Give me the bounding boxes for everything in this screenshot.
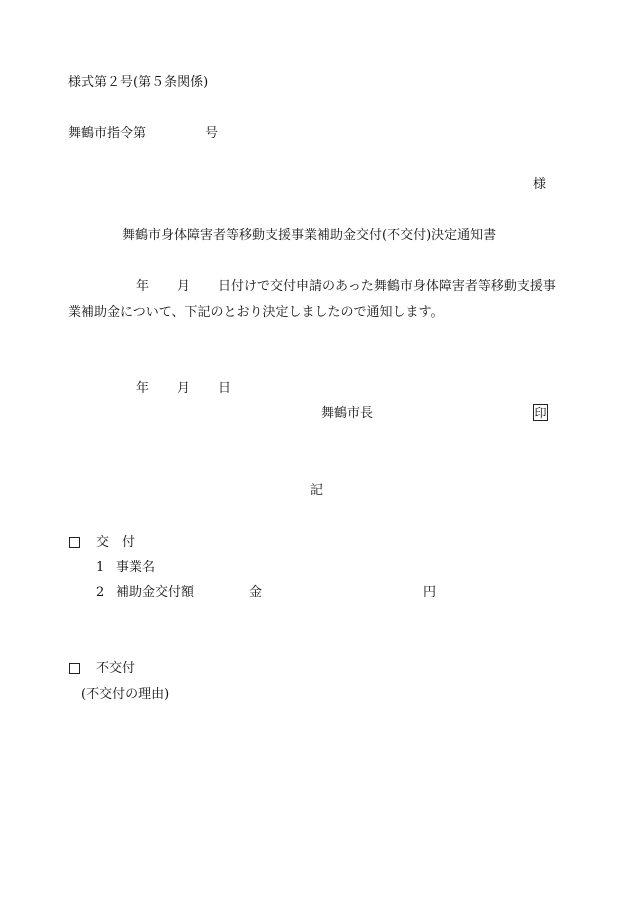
item2-number: 2 <box>96 585 105 600</box>
reference-suffix: 号 <box>205 126 219 141</box>
ki-heading: 記 <box>310 483 324 498</box>
grant-checkbox[interactable] <box>69 537 80 548</box>
date-month: 月 <box>177 381 191 396</box>
item1-label: 事業名 <box>116 560 156 575</box>
form-number: 様式第２号(第５条関係) <box>68 75 209 90</box>
date-year: 年 <box>136 381 150 396</box>
body-year: 年 <box>136 279 150 294</box>
addressee-suffix: 様 <box>533 177 547 192</box>
body-month: 月 <box>177 279 191 294</box>
body-text-line2: 業補助金について、下記のとおり決定しましたので通知します。 <box>68 305 444 320</box>
no-grant-label: 不交付 <box>96 661 136 676</box>
reference-prefix: 舞鶴市指令第 <box>68 126 147 141</box>
no-grant-reason: (不交付の理由) <box>81 687 170 702</box>
grant-label: 交 付 <box>96 535 136 550</box>
document-title: 舞鶴市身体障害者等移動支援事業補助金交付(不交付)決定通知書 <box>122 228 497 243</box>
body-text-line1: 日付けで交付申請のあった舞鶴市身体障害者等移動支援事 <box>218 279 556 294</box>
item2-yen: 円 <box>423 585 437 600</box>
item2-kin: 金 <box>249 585 263 600</box>
no-grant-checkbox[interactable] <box>69 663 80 674</box>
item1-number: 1 <box>96 560 105 575</box>
item2-label: 補助金交付額 <box>116 585 195 600</box>
date-day: 日 <box>218 381 232 396</box>
issuer-mayor: 舞鶴市長 <box>321 406 374 421</box>
seal-stamp: 印 <box>534 405 547 420</box>
